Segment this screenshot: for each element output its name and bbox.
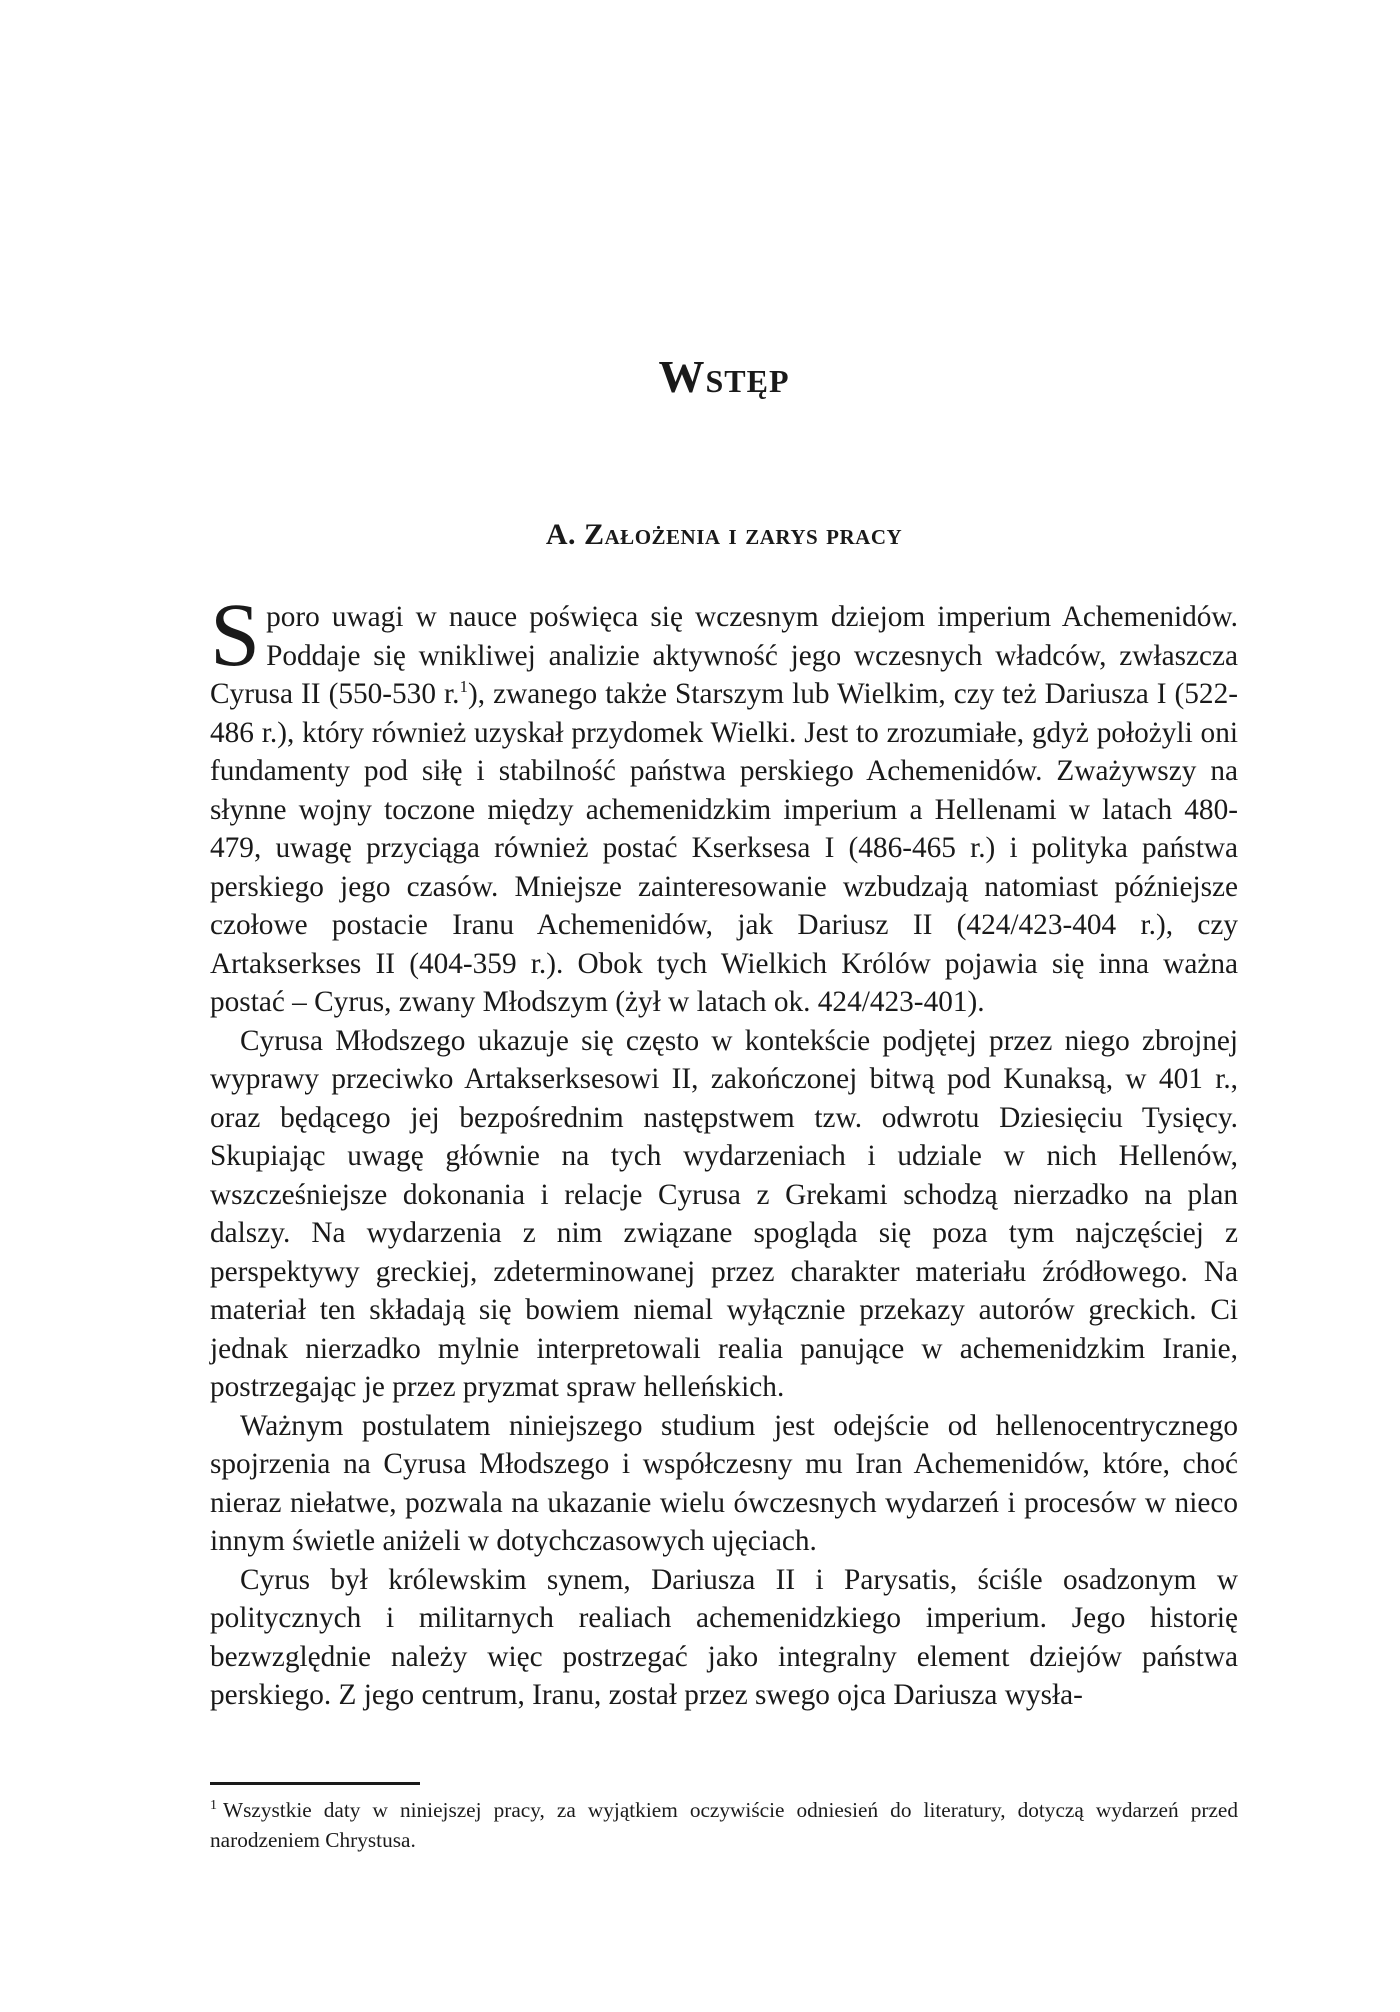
body-text	[210, 586, 1238, 1715]
paragraph-1	[210, 586, 1238, 1022]
footnote-number: 1	[210, 1797, 217, 1813]
section-title: A. Założenia i zarys pracy	[545, 518, 903, 551]
paragraph-1-text-a: poro uwagi w nauce poświęca się wczesnym dziejom imperium Achemenidów. Poddaje się wnikliwej analizie aktywność jego wczesnych władców, zwłaszcza Cyrusa II (550-530 r.	[210, 601, 1238, 710]
footnote-separator	[210, 1782, 420, 1785]
footnote-reference[interactable]: 1	[459, 677, 468, 697]
paragraph-1-text-b: ), zwanego także Starszym lub Wielkim, czy też Dariusza I (522-486 r.), który również uzyskał przydomek Wielki. Jest to zrozumiałe, gdyż położyli oni fundamenty pod siłę i stabilność państwa perskiego Achemenidów. Zważywszy na słynne wojny toczone między achemenidzkim imperium a Hellenami w latach 480-479, uwagę przyciąga również postać Kserksesa I (486-465 r.) i polityka państwa perskiego jego czasów. Mniejsze zainteresowanie wzbudzają natomiast późniejsze czołowe postacie Iranu Achemenidów, jak Dariusz II (424/423-404 r.), czy Artakserkses II (404-359 r.). Obok tych Wielkich Królów pojawia się inna ważna postać – Cyrus, zwany Młodszym (żył w latach ok. 424/423-401).	[210, 678, 1238, 1018]
paragraph-3: Ważnym postulatem niniejszego studium jest odejście od hellenocentrycznego spojrzenia na Cyrusa Młodszego i współczesny mu Iran Achemenidów, które, choć nieraz niełatwe, pozwala na ukazanie wielu ówczesnych wydarzeń i procesów w nieco innym świetle aniżeli w dotychczasowych ujęciach.	[210, 1409, 1238, 1557]
footnote-text: Wszystkie daty w niniejszej pracy, za wyjątkiem oczywiście odniesień do literatury, dotyczą wydarzeń przed narodzeniem Chrystusa.	[210, 1798, 1238, 1852]
chapter-title: Wstęp	[658, 351, 790, 402]
book-page	[210, 0, 1238, 2012]
paragraph-4: Cyrus był królewskim synem, Dariusza II i Parysatis, ściśle osadzonym w politycznych i militarnych realiach achemenidzkiego imperium. Jego historię bezwzględnie należy więc postrzegać jako integralny element dziejów państwa perskiego. Z jego centrum, Iranu, został przez swego ojca Dariusza wysła-	[210, 1563, 1238, 1711]
paragraph-2: Cyrusa Młodszego ukazuje się często w kontekście podjętej przez niego zbrojnej wyprawy przeciwko Artakserksesowi II, zakończonej bitwą pod Kunaksą, w 401 r., oraz będącego jej bezpośrednim następstwem tzw. odwrotu Dziesięciu Tysięcy. Skupiając uwagę głównie na tych wydarzeniach i udziale w nich Hellenów, wszcześniejsze dokonania i relacje Cyrusa z Grekami schodzą nierzadko na plan dalszy. Na wydarzenia z nim związane spogląda się poza tym najczęściej z perspektywy greckiej, zdeterminowanej przez charakter materiału źródłowego. Na materiał ten składają się bowiem niemal wyłącznie przekazy autorów greckich. Ci jednak nierzadko mylnie interpretowali realia panujące w achemenidzkim Iranie, postrzegając je przez pryzmat spraw helleńskich.	[210, 1024, 1238, 1403]
drop-cap: S	[210, 586, 261, 685]
footnote	[210, 1795, 1238, 1855]
